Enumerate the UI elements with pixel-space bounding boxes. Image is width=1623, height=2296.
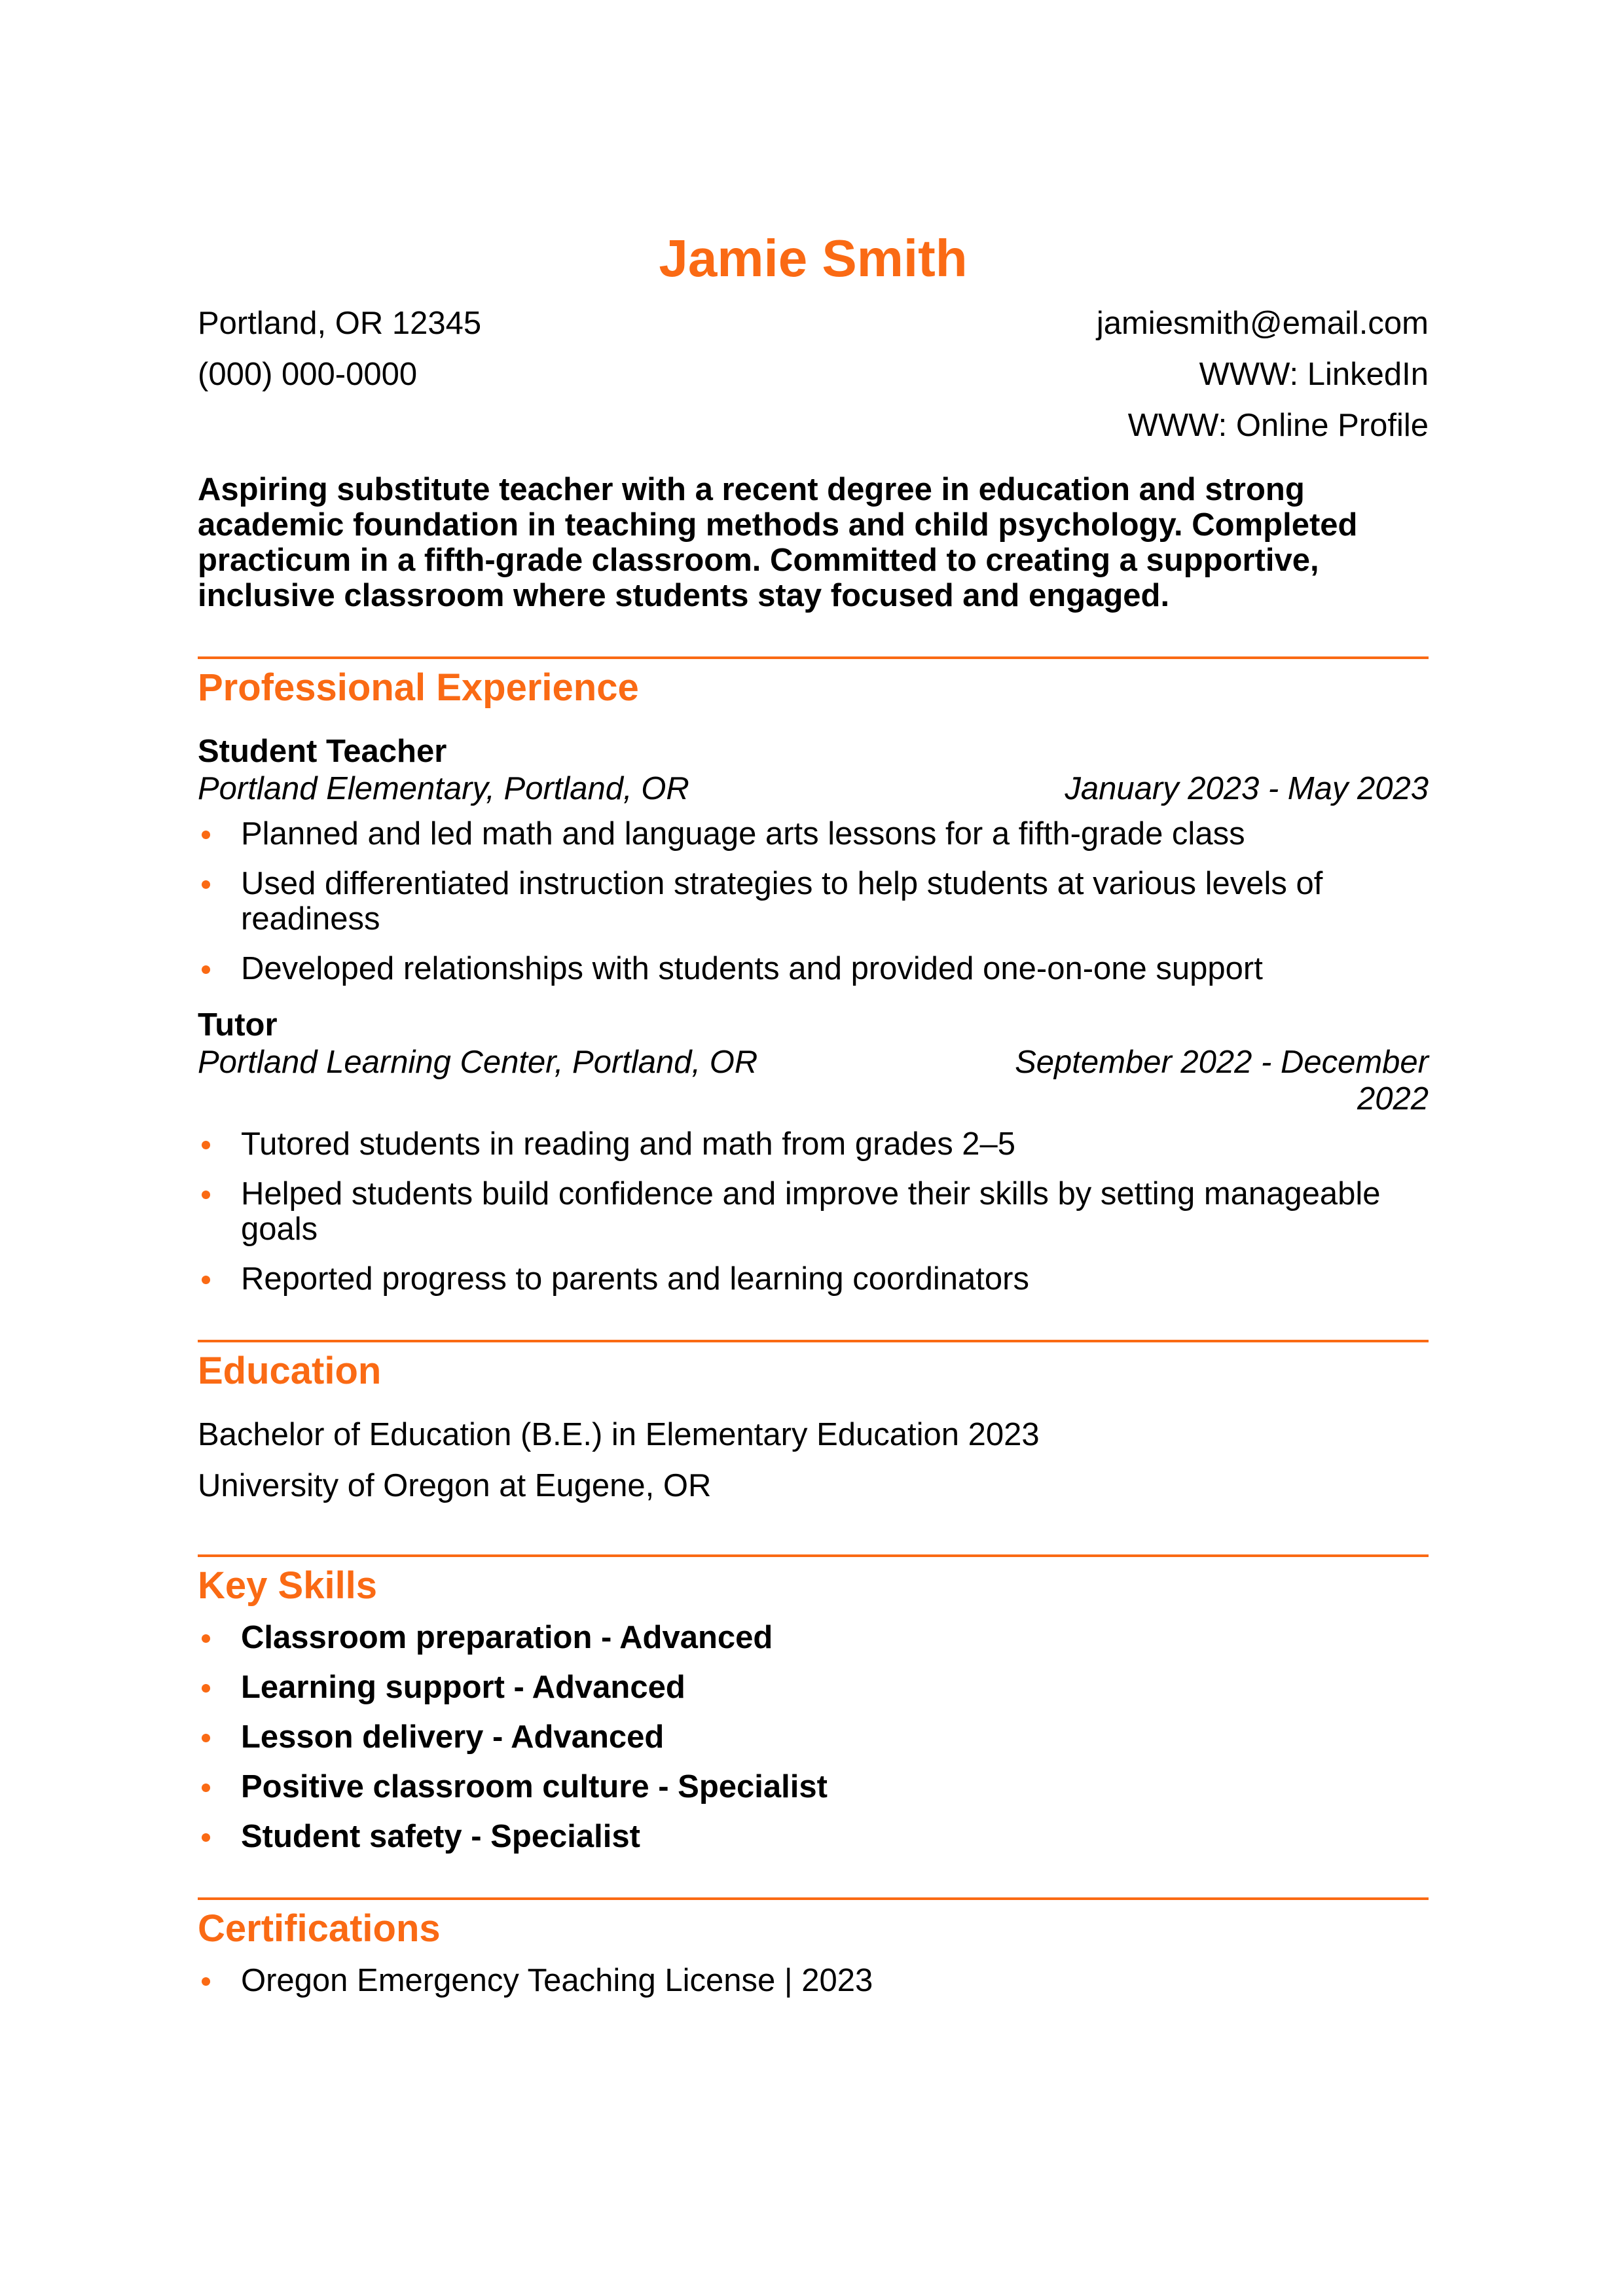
bullet-icon bbox=[202, 1784, 210, 1792]
list-item bbox=[198, 816, 1429, 852]
job-title: Tutor bbox=[198, 1007, 278, 1043]
job-place: Portland Learning Center, Portland, OR bbox=[198, 1045, 758, 1080]
skill-text: Student safety - Specialist bbox=[241, 1819, 640, 1854]
contact-block bbox=[198, 298, 1429, 451]
experience-section bbox=[198, 656, 1429, 1297]
job-bullets bbox=[198, 816, 1429, 986]
list-item-text: Tutored students in reading and math from grades 2–5 bbox=[241, 1126, 1016, 1162]
certifications-section bbox=[198, 1897, 1429, 1998]
list-item-text: Developed relationships with students and provided one-on-one support bbox=[241, 951, 1263, 986]
education-section bbox=[198, 1340, 1429, 1511]
list-item bbox=[198, 1963, 1429, 1998]
email-link[interactable]: jamiesmith@email.com bbox=[1096, 306, 1429, 341]
bullet-icon bbox=[202, 1276, 210, 1284]
bullet-icon bbox=[202, 831, 210, 839]
job-meta bbox=[198, 770, 1429, 807]
job-entry bbox=[198, 732, 1429, 986]
list-item-text: Planned and led math and language arts lessons for a fifth-grade class bbox=[241, 816, 1245, 852]
bullet-icon bbox=[202, 1734, 210, 1742]
bullet-icon bbox=[202, 1977, 210, 1986]
job-title: Student Teacher bbox=[198, 734, 447, 769]
contact-right bbox=[1097, 298, 1429, 451]
list-item bbox=[198, 951, 1429, 986]
list-item bbox=[198, 866, 1429, 937]
bullet-icon bbox=[202, 1833, 210, 1842]
list-item bbox=[198, 1126, 1429, 1162]
job-dates: January 2023 - May 2023 bbox=[1065, 771, 1429, 806]
list-item bbox=[198, 1670, 1429, 1705]
section-title: Certifications bbox=[198, 1907, 441, 1950]
certifications-list bbox=[198, 1963, 1429, 1998]
linkedin-link[interactable]: WWW: LinkedIn bbox=[1199, 357, 1429, 392]
list-item bbox=[198, 1769, 1429, 1804]
degree: Bachelor of Education (B.E.) in Elementary Education 2023 bbox=[198, 1417, 1040, 1452]
bullet-icon bbox=[202, 965, 210, 974]
address: Portland, OR 12345 bbox=[198, 306, 482, 341]
list-item bbox=[198, 1819, 1429, 1854]
skill-text: Positive classroom culture - Specialist bbox=[241, 1769, 828, 1804]
list-item-text: Helped students build confidence and improve their skills by setting manageable goals bbox=[241, 1176, 1381, 1247]
section-title: Key Skills bbox=[198, 1564, 378, 1607]
list-item-text: Reported progress to parents and learning coordinators bbox=[241, 1261, 1029, 1297]
bullet-icon bbox=[202, 1141, 210, 1149]
bullet-icon bbox=[202, 1684, 210, 1693]
contact-left bbox=[198, 298, 481, 451]
summary: Aspiring substitute teacher with a recent degree in education and strong academic foundation in teaching methods and child psychology. Completed practicum in a fifth-grade classroom. Committed to creating a supportive, inclusive classroom where students stay focused and engaged. bbox=[198, 472, 1358, 613]
list-item bbox=[198, 1719, 1429, 1755]
list-item bbox=[198, 1176, 1429, 1247]
resume-page bbox=[198, 229, 1429, 2013]
skill-text: Lesson delivery - Advanced bbox=[241, 1719, 665, 1755]
phone: (000) 000-0000 bbox=[198, 357, 418, 392]
skills-list bbox=[198, 1620, 1429, 1854]
section-title: Professional Experience bbox=[198, 666, 639, 709]
skill-text: Classroom preparation - Advanced bbox=[241, 1620, 773, 1655]
list-item bbox=[198, 1620, 1429, 1655]
skills-section bbox=[198, 1554, 1429, 1854]
education-entry bbox=[198, 1409, 1429, 1511]
certification-text: Oregon Emergency Teaching License | 2023 bbox=[241, 1963, 873, 1998]
list-item-text: Used differentiated instruction strategies to help students at various levels of readiness bbox=[241, 866, 1323, 937]
bullet-icon bbox=[202, 880, 210, 889]
job-bullets bbox=[198, 1126, 1429, 1297]
job-dates: September 2022 - December 2022 bbox=[1015, 1045, 1429, 1117]
bullet-icon bbox=[202, 1191, 210, 1199]
skill-text: Learning support - Advanced bbox=[241, 1670, 685, 1705]
bullet-icon bbox=[202, 1634, 210, 1643]
job-place: Portland Elementary, Portland, OR bbox=[198, 771, 689, 806]
school: University of Oregon at Eugene, OR bbox=[198, 1468, 712, 1503]
candidate-name: Jamie Smith bbox=[659, 229, 968, 287]
job-entry bbox=[198, 1006, 1429, 1297]
section-title: Education bbox=[198, 1350, 382, 1392]
list-item bbox=[198, 1261, 1429, 1297]
job-meta bbox=[198, 1044, 1429, 1117]
online-profile-link[interactable]: WWW: Online Profile bbox=[1127, 408, 1429, 443]
